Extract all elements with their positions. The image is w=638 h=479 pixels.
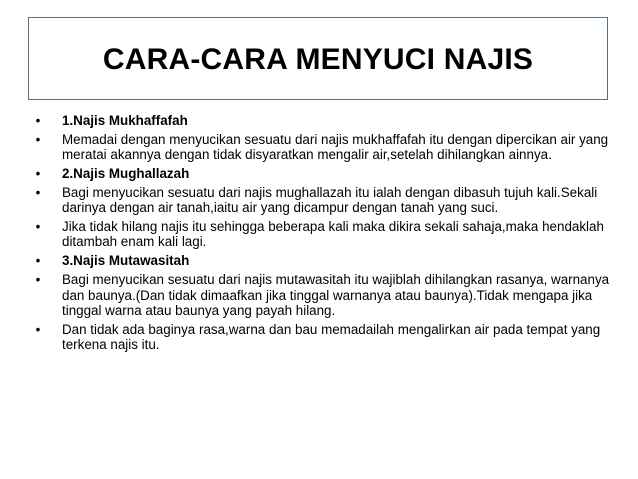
bullet-list	[32, 113, 617, 356]
bullet-text: 3.Najis Mutawasitah	[62, 253, 190, 269]
bullet-text: Jika tidak hilang najis itu sehingga beberapa kali maka dikira sekali sahaja,maka hendaklah ditambah enam kali lagi.	[62, 219, 604, 250]
bullet-text: Dan tidak ada baginya rasa,warna dan bau memadailah mengalirkan air pada tempat yang terkena najis itu.	[62, 321, 601, 353]
bullet-icon: •	[35, 113, 41, 128]
bullet-text: 1.Najis Mukhaffafah	[62, 113, 188, 128]
bullet-text: Bagi menyucikan sesuatu dari najis mughallazah itu ialah dengan dibasuh tujuh kali.Sekali darinya dengan air tanah,iaitu air yang dicampur dengan tanah yang suci.	[62, 184, 598, 216]
bullet-item-mughallazah-note	[32, 219, 617, 250]
bullet-item-mughallazah-desc	[32, 185, 617, 216]
bullet-icon: •	[35, 272, 41, 288]
bullet-icon: •	[35, 166, 41, 182]
bullet-item-mutawasitah-desc	[32, 272, 617, 318]
bullet-text: 2.Najis Mughallazah	[62, 166, 190, 182]
bullet-item-najis-mukhaffafah	[32, 113, 617, 128]
bullet-item-mutawasitah-note	[32, 322, 617, 353]
bullet-icon: •	[35, 253, 41, 269]
title-box	[28, 17, 608, 100]
slide-title: CARA-CARA MENYUCI NAJIS	[102, 42, 534, 76]
bullet-item-najis-mutawasitah	[32, 253, 617, 268]
bullet-icon: •	[35, 219, 41, 235]
bullet-text: Memadai dengan menyucikan sesuatu dari najis mukhaffafah itu dengan dipercikan air yang meratai akannya dengan tidak disyaratkan mengalir air,setelah dihilangkan ainnya.	[62, 131, 609, 163]
bullet-item-najis-mughallazah	[32, 166, 617, 181]
bullet-item-mukhaffafah-desc	[32, 132, 617, 163]
bullet-text: Bagi menyucikan sesuatu dari najis mutawasitah itu wajiblah dihilangkan rasanya, warnanya dan baunya.(Dan tidak dimaafkan jika tinggal warnanya atau baunya).Tidak mengapa jika tinggal warna atau baunya yang payah hilang.	[62, 272, 610, 318]
bullet-icon: •	[35, 321, 41, 337]
bullet-icon: •	[35, 184, 41, 200]
bullet-icon: •	[35, 131, 41, 147]
